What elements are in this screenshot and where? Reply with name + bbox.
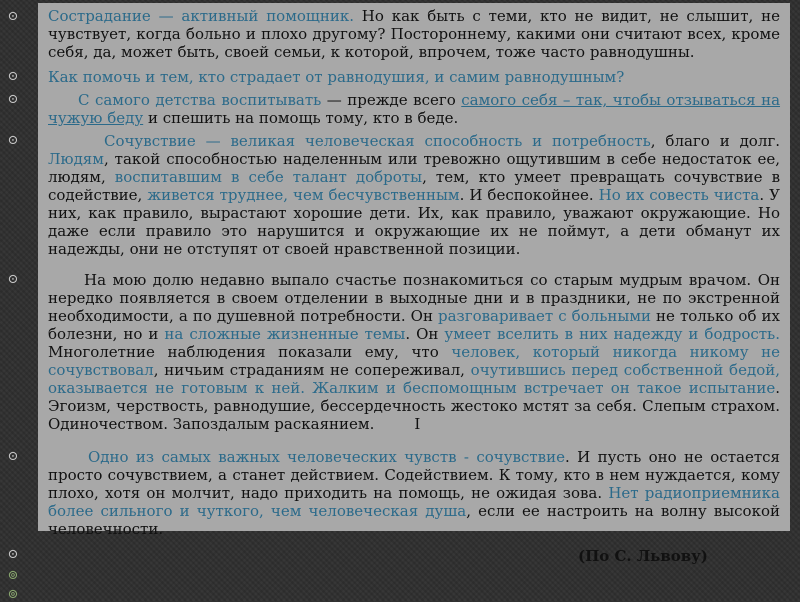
attribution: (По С. Львову) (578, 547, 708, 565)
body-text: — прежде всего (321, 91, 462, 109)
bullet-icon: ⊙ (7, 272, 19, 287)
paragraph-6 (48, 448, 780, 538)
highlight-text: живется труднее, чем бесчувственным (147, 186, 460, 204)
highlight-text: человек, который никогда никому не сочувствовал (48, 343, 780, 379)
bullet-icon: ⊙ (7, 449, 19, 464)
bullet-icon: ⊙ (7, 69, 19, 84)
body-text: , благо и долг. (650, 132, 780, 150)
body-text: На мою долю недавно выпало счастье познакомиться со старым мудрым врачом. Он нередко появляется в своем отделении в выходные дни и в праздники, не по экстренной необходимости, а по душевной потребности. Он (48, 271, 780, 325)
highlight-text: Но их совесть чиста (598, 186, 760, 204)
paragraph-1 (48, 7, 780, 61)
highlight-text: Сочувствие — великая человеческая способность и потребность (104, 132, 651, 150)
highlight-text: Сострадание — активный помощник. (48, 7, 354, 25)
body-text: . Эгоизм, черствость, равнодушие, бессердечность жестоко мстят за себя. Слепым страхом. Одиночеством. Запоздалым раскаянием. (48, 379, 780, 433)
highlight-text: воспитавшим в себе талант доброты (114, 168, 423, 186)
body-text: , такой способностью наделенным или тревожно ощутившим в себе недостаток ее, людям, (48, 150, 780, 186)
body-text: . У них, как правило, вырастают хорошие дети. Их, как правило, уважают окружающие. Но даже если правило это нарушится и окружающие их не поймут, а дети обманут их надежды, они не отступят от своей нравственной позиции. (48, 186, 780, 258)
bullet-icon: ⊙ (7, 547, 19, 562)
highlight-text: Нет радиоприемника более сильного и чуткого, чем человеческая душа (48, 484, 780, 520)
body-text: Многолетние наблюдения показали ему, что (48, 343, 452, 361)
text-box (38, 3, 790, 565)
paragraph-4 (48, 132, 780, 258)
text-cursor: I (414, 415, 421, 433)
bullet-icon: ⊚ (7, 587, 19, 602)
body-text: , тем, кто умеет превращать сочувствие в содействие, (48, 168, 781, 204)
body-text: и спешить на помощь тому, кто в беде. (143, 109, 459, 127)
highlight-text: С самого детства воспитывать (78, 91, 322, 109)
body-text: Но как быть с теми, кто не видит, не слышит, не чувствует, когда больно и плохо другому? Постороннему, какими они считают всех, кроме себя, да, может быть, своей семьи, к которой, впрочем, тоже часто равнодушны. (48, 7, 780, 61)
highlight-text: Как помочь и тем, кто страдает от равнодушия, и самим равнодушным? (48, 68, 625, 86)
highlight-text: Одно из самых важных человеческих чувств - сочувствие (88, 448, 565, 466)
highlight-text: очутившись перед собственной бедой, оказывается не готовым к ней. Жалким и беспомощным встречает он такое испытание (48, 361, 780, 397)
bullet-icon: ⊙ (7, 92, 19, 107)
bullet-icon: ⊙ (7, 9, 19, 24)
paragraph-5 (48, 271, 780, 433)
body-text: , если ее настроить на волну высокой человечности. (48, 502, 780, 538)
bullet-icon: ⊙ (7, 133, 19, 148)
highlight-text: умеет вселить в них надежду и бодрость. (444, 325, 780, 343)
highlight-text: самого себя – так, чтобы отзываться на чужую беду (48, 91, 781, 127)
highlight-text: на сложные жизненные темы (164, 325, 406, 343)
body-text: . И беспокойнее. (459, 186, 599, 204)
body-text: , ничьим страданиям не сопереживал, (153, 361, 471, 379)
paragraph-3 (48, 91, 780, 127)
highlight-text: Людям (48, 150, 104, 168)
highlight-text: разговаривает с больными (438, 307, 651, 325)
paragraph-2 (48, 68, 780, 86)
bullet-icon: ⊚ (7, 568, 19, 583)
body-text: . Он (405, 325, 445, 343)
body-text: не только об их болезни, но и (48, 307, 780, 343)
body-text: . И пусть оно не остается просто сочувствием, а станет действием. Содействием. К тому, кто в нем нуждается, кому плохо, хотя он молчит, надо приходить на помощь, не ожидая зова. (48, 448, 780, 502)
